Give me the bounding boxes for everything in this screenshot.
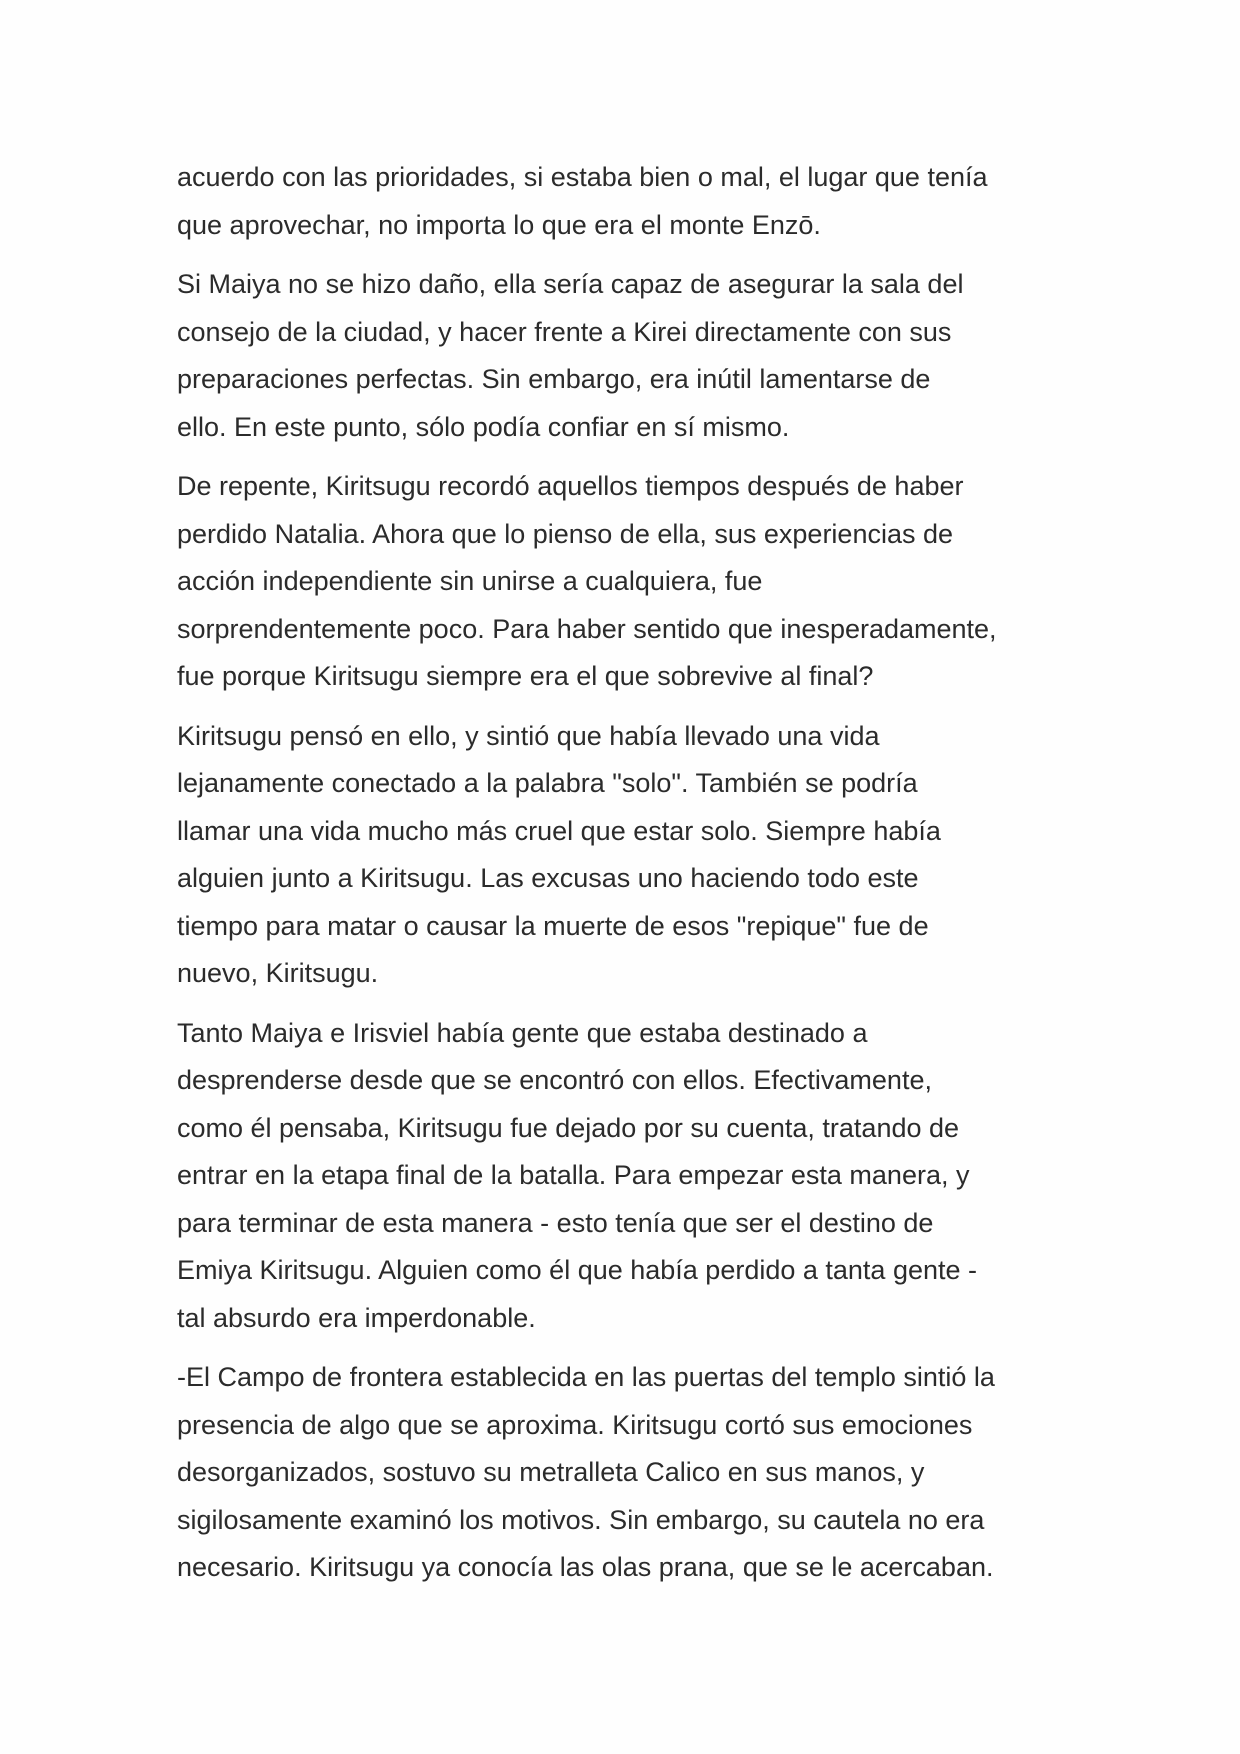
paragraph-2: Si Maiya no se hizo daño, ella sería capaz de asegurar la sala del consejo de la ciudad, y hacer frente a Kirei directamente con sus preparaciones perfectas. Sin embargo, era inútil lamentarse de ello. En este punto, sólo podía confiar en sí mismo. [177, 269, 964, 442]
paragraph-5: Tanto Maiya e Irisviel había gente que estaba destinado a desprenderse desde que se encontró con ellos. Efectivamente, como él pensaba, Kiritsugu fue dejado por su cuenta, tratando de entrar en la etapa final de la batalla. Para empezar esta manera, y para terminar de esta manera - esto tenía que ser el destino de Emiya Kiritsugu. Alguien como él que había perdido a tanta gente - tal absurdo era imperdonable. [177, 1017, 978, 1333]
paragraph-3: De repente, Kiritsugu recordó aquellos tiempos después de haber perdido Natalia. Ahora que lo pienso de ella, sus experiencias de acción independiente sin unirse a cualquiera, fue sorprendentemente poco. Para haber sentido que inesperadamente, fue porque Kiritsugu siempre era el que sobrevive al final? [177, 471, 997, 691]
paragraph-6: -El Campo de frontera establecida en las puertas del templo sintió la presencia de algo que se aproxima. Kiritsugu cortó sus emociones desorganizados, sostuvo su metralleta Calico en sus manos, y sigilosamente examinó los motivos. Sin embargo, su cautela no era necesario. Kiritsugu ya conocía las olas prana, que se le acercaban. [177, 1362, 995, 1582]
body-text [177, 154, 1077, 1604]
paragraph-1: acuerdo con las prioridades, si estaba bien o mal, el lugar que tenía que aprovechar, no importa lo que era el monte Enzō. [177, 162, 988, 240]
paragraph-4: Kiritsugu pensó en ello, y sintió que había llevado una vida lejanamente conectado a la palabra "solo". También se podría llamar una vida mucho más cruel que estar solo. Siempre había alguien junto a Kiritsugu. Las excusas uno haciendo todo este tiempo para matar o causar la muerte de esos "repique" fue de nuevo, Kiritsugu. [177, 720, 941, 988]
